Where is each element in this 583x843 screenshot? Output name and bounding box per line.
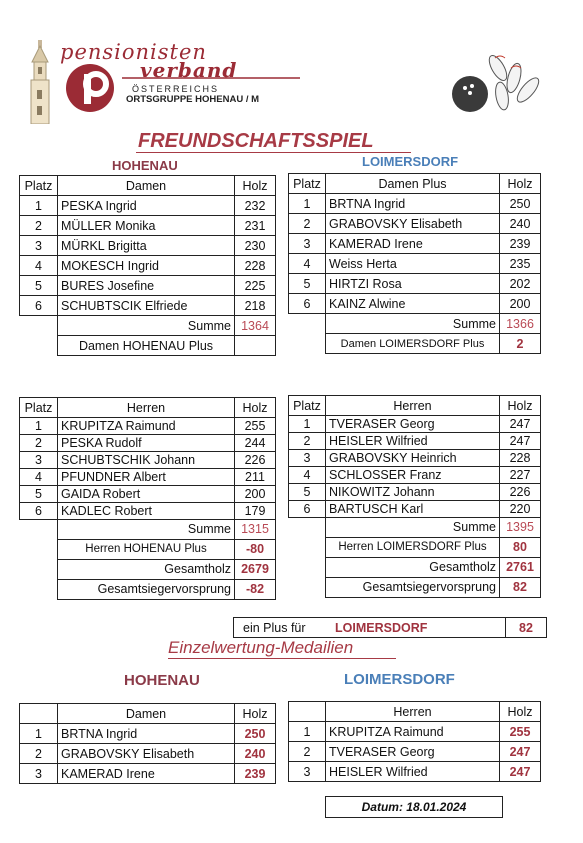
vorsprung-label: Gesamtsiegervorsprung	[326, 577, 500, 597]
col-name: Herren	[58, 398, 235, 418]
row-platz: 2	[20, 744, 58, 764]
row-holz: 240	[235, 744, 276, 764]
row-name: GRABOVSKY Heinrich	[326, 450, 500, 467]
col-holz: Holz	[500, 174, 541, 194]
row-name: HEISLER Wilfried	[326, 433, 500, 450]
row-holz: 200	[500, 294, 541, 314]
row-holz: 220	[500, 501, 541, 518]
row-holz: 225	[235, 276, 276, 296]
title-underline	[136, 152, 411, 153]
row-name: KAMERAD Irene	[326, 234, 500, 254]
row-holz: 255	[235, 418, 276, 435]
result-cell	[234, 618, 506, 638]
row-name: SCHUBTSCHIK Johann	[58, 452, 235, 469]
row-holz: 231	[235, 216, 276, 236]
col-name: Herren	[326, 702, 500, 722]
row-holz: 247	[500, 416, 541, 433]
row-platz: 5	[20, 486, 58, 503]
col-name: Damen	[58, 704, 235, 724]
row-platz: 4	[289, 467, 326, 484]
damen-right-table	[288, 173, 541, 354]
row-platz: 3	[20, 764, 58, 784]
row-holz: 244	[235, 435, 276, 452]
row-holz: 228	[235, 256, 276, 276]
medals-team-left: HOHENAU	[124, 672, 200, 689]
team-right-label: LOIMERSDORF	[362, 154, 459, 169]
col-platz: Platz	[289, 174, 326, 194]
row-platz: 3	[289, 450, 326, 467]
row-platz: 2	[20, 435, 58, 452]
row-name: GAIDA Robert	[58, 486, 235, 503]
row-holz: 239	[235, 764, 276, 784]
row-platz: 6	[20, 503, 58, 520]
row-name: TVERASER Georg	[326, 742, 500, 762]
datum-box: Datum: 18.01.2024	[325, 796, 503, 818]
row-holz: 179	[235, 503, 276, 520]
summe-value: 1395	[500, 518, 541, 538]
col-holz: Holz	[235, 704, 276, 724]
col-platz	[20, 704, 58, 724]
row-holz: 240	[500, 214, 541, 234]
col-platz: Platz	[20, 398, 58, 418]
row-platz: 3	[289, 762, 326, 782]
row-name: HIRTZI Rosa	[326, 274, 500, 294]
plus-value	[235, 336, 276, 356]
row-platz: 3	[20, 452, 58, 469]
row-name: BARTUSCH Karl	[326, 501, 500, 518]
logo-line3: ÖSTERREICHS	[132, 84, 220, 94]
result-table	[233, 617, 547, 638]
row-platz: 1	[289, 722, 326, 742]
row-platz: 5	[20, 276, 58, 296]
plus-label: Herren LOIMERSDORF Plus	[326, 537, 500, 557]
summe-label: Summe	[58, 316, 235, 336]
row-platz: 1	[20, 418, 58, 435]
col-name: Herren	[326, 396, 500, 416]
row-name: KAMERAD Irene	[58, 764, 235, 784]
row-holz: 247	[500, 742, 541, 762]
row-holz: 218	[235, 296, 276, 316]
row-name: PESKA Ingrid	[58, 196, 235, 216]
row-name: GRABOVSKY Elisabeth	[58, 744, 235, 764]
row-name: TVERASER Georg	[326, 416, 500, 433]
row-name: MOKESCH Ingrid	[58, 256, 235, 276]
vorsprung-label: Gesamtsiegervorsprung	[58, 579, 235, 599]
row-name: BURES Josefine	[58, 276, 235, 296]
medals-team-right: LOIMERSDORF	[344, 671, 455, 688]
plus-label: Damen LOIMERSDORF Plus	[326, 334, 500, 354]
row-holz: 228	[500, 450, 541, 467]
row-platz: 4	[20, 256, 58, 276]
row-name: NIKOWITZ Johann	[326, 484, 500, 501]
row-platz: 3	[289, 234, 326, 254]
col-platz: Platz	[20, 176, 58, 196]
row-name: BRTNA Ingrid	[58, 724, 235, 744]
row-platz: 1	[289, 194, 326, 214]
medals-title: Einzelwertung-Medailien	[168, 638, 354, 657]
col-name: Damen	[58, 176, 235, 196]
col-holz: Holz	[500, 396, 541, 416]
row-name: SCHLOSSER Franz	[326, 467, 500, 484]
row-holz: 226	[235, 452, 276, 469]
row-platz: 2	[20, 216, 58, 236]
damen-left-table	[19, 175, 276, 356]
col-platz	[289, 702, 326, 722]
row-holz: 250	[235, 724, 276, 744]
plus-value: -80	[235, 539, 276, 559]
logo-line4: ORTSGRUPPE HOHENAU / M	[126, 94, 260, 105]
vorsprung-value: 82	[500, 577, 541, 597]
row-holz: 235	[500, 254, 541, 274]
gesamt-value: 2761	[500, 557, 541, 577]
row-platz: 4	[289, 254, 326, 274]
medals-left-table	[19, 703, 276, 784]
row-platz: 5	[289, 484, 326, 501]
row-platz: 2	[289, 214, 326, 234]
row-platz: 1	[289, 416, 326, 433]
summe-label: Summe	[326, 518, 500, 538]
vorsprung-value: -82	[235, 579, 276, 599]
row-platz: 1	[20, 724, 58, 744]
logo-line1: pensionisten	[60, 40, 207, 64]
herren-left-table	[19, 397, 276, 600]
row-platz: 6	[20, 296, 58, 316]
row-name: KADLEC Robert	[58, 503, 235, 520]
row-holz: 255	[500, 722, 541, 742]
result-value: 82	[506, 618, 547, 638]
col-holz: Holz	[235, 176, 276, 196]
logo-line2: verband	[140, 58, 238, 82]
row-name: Weiss Herta	[326, 254, 500, 274]
row-platz: 6	[289, 294, 326, 314]
col-holz: Holz	[500, 702, 541, 722]
gesamt-label: Gesamtholz	[326, 557, 500, 577]
col-name: Damen Plus	[326, 174, 500, 194]
row-platz: 3	[20, 236, 58, 256]
plus-value: 2	[500, 334, 541, 354]
col-holz: Holz	[235, 398, 276, 418]
row-holz: 227	[500, 467, 541, 484]
medals-right-table	[288, 701, 541, 782]
herren-right-table	[288, 395, 541, 598]
gesamt-label: Gesamtholz	[58, 559, 235, 579]
row-holz: 247	[500, 433, 541, 450]
summe-label: Summe	[58, 520, 235, 540]
medals-underline	[168, 658, 396, 659]
row-name: BRTNA Ingrid	[326, 194, 500, 214]
summe-value: 1315	[235, 520, 276, 540]
row-holz: 239	[500, 234, 541, 254]
bowling-icon	[440, 38, 540, 118]
row-holz: 250	[500, 194, 541, 214]
plus-value: 80	[500, 537, 541, 557]
row-name: KRUPITZA Raimund	[58, 418, 235, 435]
row-name: KAINZ Alwine	[326, 294, 500, 314]
row-platz: 4	[20, 469, 58, 486]
result-label: ein Plus für	[243, 620, 306, 635]
row-platz: 1	[20, 196, 58, 216]
row-name: PFUNDNER Albert	[58, 469, 235, 486]
summe-value: 1366	[500, 314, 541, 334]
summe-label: Summe	[326, 314, 500, 334]
plus-label: Damen HOHENAU Plus	[58, 336, 235, 356]
plus-label: Herren HOHENAU Plus	[58, 539, 235, 559]
page-title: FREUNDSCHAFTSSPIEL	[138, 130, 374, 152]
row-name: HEISLER Wilfried	[326, 762, 500, 782]
summe-value: 1364	[235, 316, 276, 336]
tower-icon	[26, 40, 54, 124]
row-name: KRUPITZA Raimund	[326, 722, 500, 742]
team-left-label: HOHENAU	[112, 158, 178, 173]
row-name: PESKA Rudolf	[58, 435, 235, 452]
result-team: LOIMERSDORF	[335, 620, 428, 635]
row-name: MÜLLER Monika	[58, 216, 235, 236]
row-platz: 2	[289, 433, 326, 450]
row-holz: 226	[500, 484, 541, 501]
row-name: SCHUBTSCIK Elfriede	[58, 296, 235, 316]
row-name: MÜRKL Brigitta	[58, 236, 235, 256]
col-platz: Platz	[289, 396, 326, 416]
row-holz: 200	[235, 486, 276, 503]
row-platz: 2	[289, 742, 326, 762]
row-platz: 6	[289, 501, 326, 518]
row-platz: 5	[289, 274, 326, 294]
row-holz: 230	[235, 236, 276, 256]
gesamt-value: 2679	[235, 559, 276, 579]
row-holz: 202	[500, 274, 541, 294]
row-name: GRABOVSKY Elisabeth	[326, 214, 500, 234]
row-holz: 211	[235, 469, 276, 486]
row-holz: 247	[500, 762, 541, 782]
row-holz: 232	[235, 196, 276, 216]
